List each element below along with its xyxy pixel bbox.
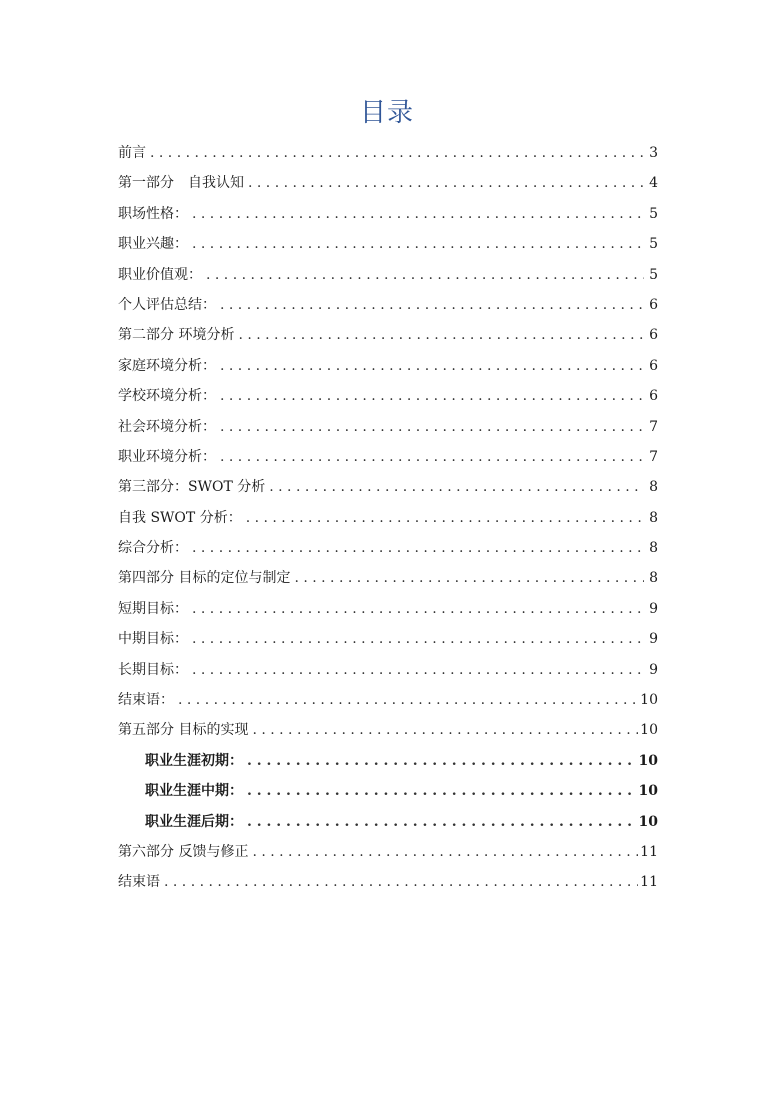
toc-entry-short-term[interactable] [118,594,658,624]
toc-entry-career-interest[interactable] [118,229,658,259]
toc-entry-career-early[interactable] [118,746,658,776]
toc-entry-page: 11 [640,843,658,860]
toc-leader-dots [247,746,637,776]
toc-entry-label: 综合分析： [118,540,188,557]
toc-entry-part4[interactable] [118,563,658,593]
toc-entry-long-term[interactable] [118,655,658,685]
toc-leader-dots [220,412,644,442]
toc-entry-comprehensive[interactable] [118,533,658,563]
toc-leader-dots [247,807,637,837]
toc-entry-career-late[interactable] [118,807,658,837]
toc-leader-dots [192,594,644,624]
toc-list [118,138,658,898]
toc-entry-part1[interactable] [118,168,658,198]
toc-entry-label: 第六部分 反馈与修正 [118,843,249,860]
toc-entry-page: 9 [649,661,658,678]
toc-entry-label: 第一部分 自我认知 [118,175,244,192]
toc-leader-dots [192,229,644,259]
toc-entry-page: 10 [638,752,658,769]
toc-entry-label: 职业价值观： [118,266,202,283]
toc-entry-page: 8 [649,479,658,496]
toc-entry-page: 9 [649,631,658,648]
toc-entry-label: 个人评估总结： [118,296,216,313]
toc-entry-label: 职业生涯中期： [145,783,243,800]
toc-entry-label: 结束语 [118,874,160,891]
toc-entry-label: 职业生涯初期： [145,752,243,769]
toc-entry-label: 第五部分 目标的实现 [118,722,249,739]
toc-leader-dots [246,503,644,533]
toc-leader-dots [192,199,644,229]
toc-entry-page: 6 [649,327,658,344]
toc-entry-label: 第二部分 环境分析 [118,327,235,344]
toc-leader-dots [248,168,644,198]
toc-entry-page: 4 [649,175,658,192]
toc-entry-page: 8 [649,540,658,557]
toc-entry-social-env[interactable] [118,412,658,442]
toc-entry-label: 前言 [118,145,146,161]
toc-entry-page: 7 [649,448,658,465]
toc-entry-page: 10 [640,722,658,739]
toc-entry-label: 中期目标： [118,631,188,648]
toc-entry-part6[interactable] [118,837,658,867]
toc-entry-page: 6 [649,296,658,313]
toc-entry-label: 自我 SWOT 分析： [118,509,242,526]
toc-entry-conclusion-2[interactable] [118,867,658,897]
toc-leader-dots [238,320,644,350]
toc-entry-label: 职业生涯后期： [145,813,243,830]
toc-leader-dots [192,533,644,563]
toc-entry-part2[interactable] [118,320,658,350]
toc-entry-label: 长期目标： [118,661,188,678]
toc-entry-page: 3 [649,145,658,161]
toc-entry-conclusion-1[interactable] [118,685,658,715]
toc-entry-part5[interactable] [118,715,658,745]
toc-entry-label: 社会环境分析： [118,418,216,435]
toc-entry-career-middle[interactable] [118,776,658,806]
toc-title: 目录 [359,98,414,128]
toc-leader-dots [178,685,638,715]
toc-entry-preface[interactable] [118,138,658,168]
toc-entry-workplace-personality[interactable] [118,199,658,229]
toc-leader-dots [164,867,638,897]
toc-entry-page: 10 [640,692,658,709]
toc-leader-dots [220,381,644,411]
toc-entry-school-env[interactable] [118,381,658,411]
toc-leader-dots [220,290,644,320]
toc-entry-page: 8 [649,570,658,587]
toc-leader-dots [269,472,644,502]
toc-entry-page: 5 [649,266,658,283]
toc-entry-part3[interactable] [118,472,658,502]
toc-entry-label: 第三部分：SWOT 分析 [118,479,266,496]
toc-entry-label: 第四部分 目标的定位与制定 [118,570,291,587]
toc-entry-self-swot[interactable] [118,503,658,533]
toc-leader-dots [220,351,644,381]
toc-entry-page: 5 [649,236,658,253]
toc-entry-family-env[interactable] [118,351,658,381]
toc-entry-career-env[interactable] [118,442,658,472]
toc-entry-page: 8 [649,509,658,526]
toc-leader-dots [247,776,637,806]
toc-entry-page: 10 [638,813,658,830]
toc-entry-label: 结束语： [118,692,174,709]
toc-entry-label: 职场性格： [118,205,188,222]
toc-leader-dots [150,138,644,168]
toc-leader-dots [206,260,644,290]
toc-entry-label: 职业兴趣： [118,236,188,253]
toc-entry-page: 9 [649,600,658,617]
toc-leader-dots [220,442,644,472]
toc-entry-page: 5 [649,205,658,222]
toc-entry-label: 短期目标： [118,600,188,617]
toc-leader-dots [252,837,638,867]
toc-entry-page: 11 [640,874,658,891]
toc-entry-label: 职业环境分析： [118,448,216,465]
toc-entry-self-assessment[interactable] [118,290,658,320]
toc-entry-label: 学校环境分析： [118,388,216,405]
toc-entry-label: 家庭环境分析： [118,357,216,374]
toc-entry-page: 6 [649,388,658,405]
toc-entry-page: 6 [649,357,658,374]
toc-entry-career-values[interactable] [118,260,658,290]
toc-leader-dots [294,563,644,593]
toc-leader-dots [252,715,638,745]
toc-leader-dots [192,655,644,685]
toc-entry-page: 7 [649,418,658,435]
toc-leader-dots [192,624,644,654]
toc-entry-mid-term[interactable] [118,624,658,654]
toc-entry-page: 10 [638,783,658,800]
